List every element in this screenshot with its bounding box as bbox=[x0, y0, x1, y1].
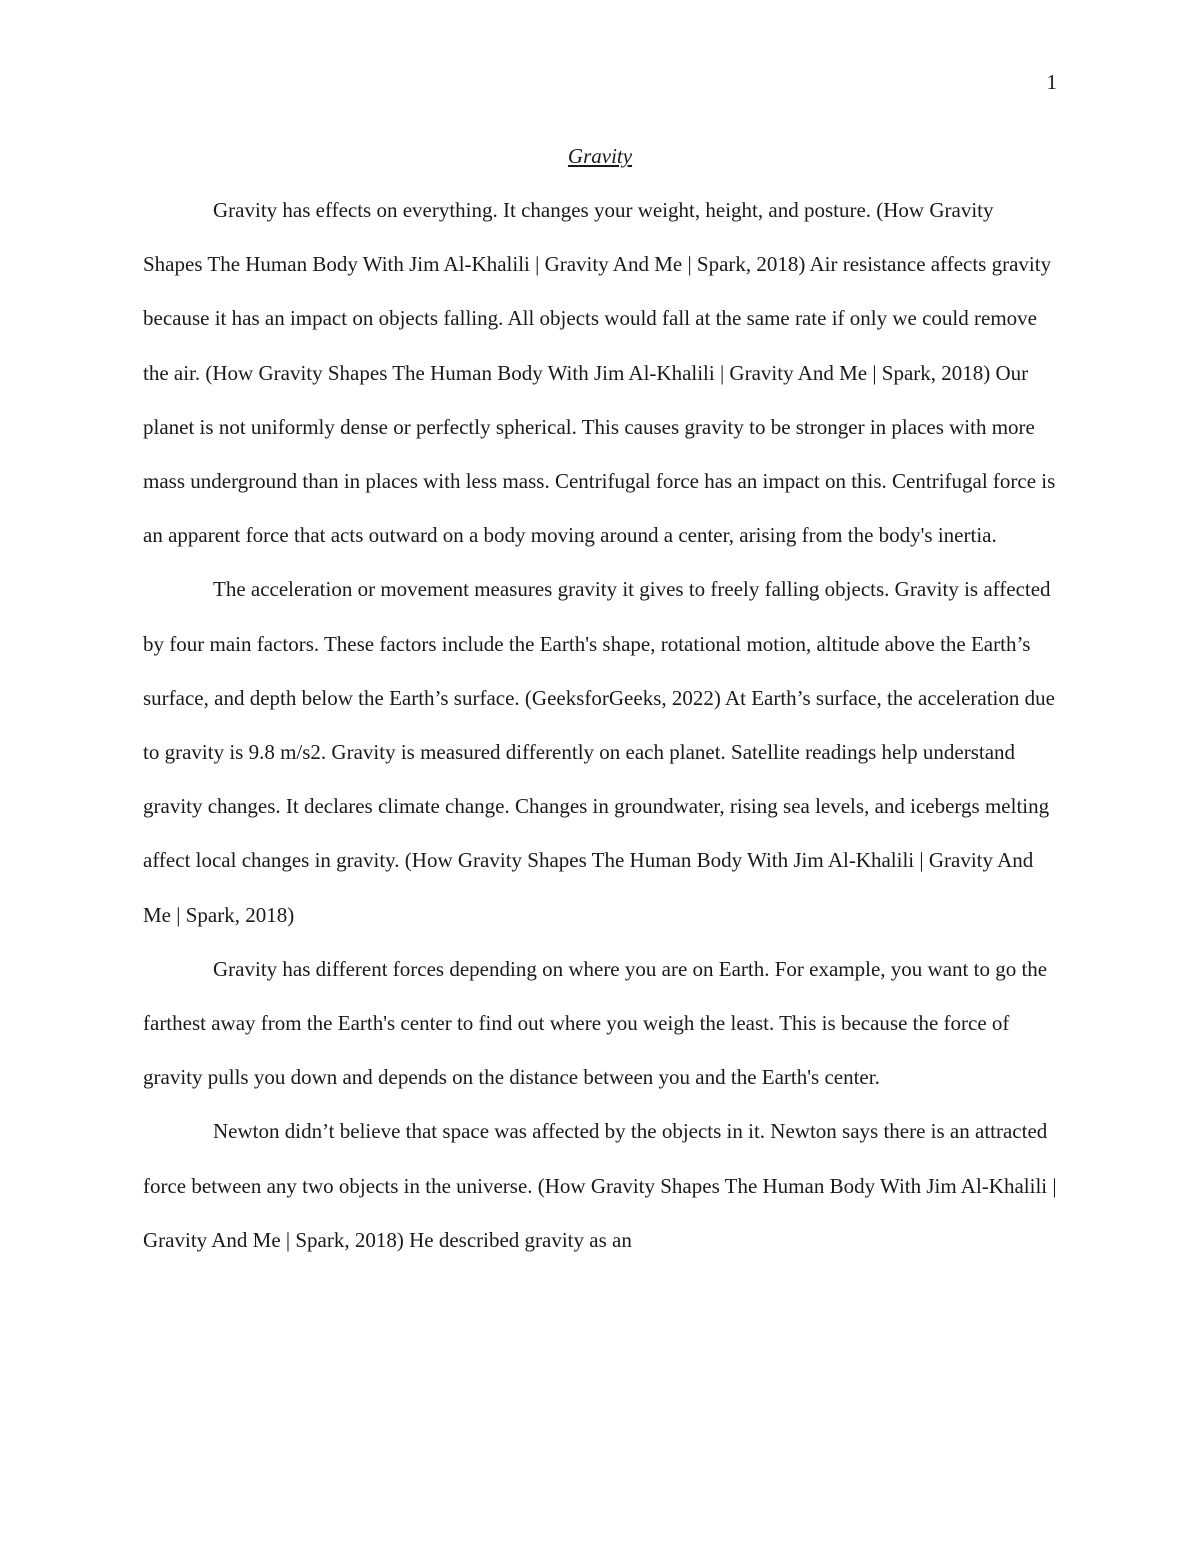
paragraph: Gravity has effects on everything. It changes your weight, height, and posture. (How Gravity Shapes The Human Body With Jim Al-Khalili | Gravity And Me | Spark, 2018) Air resistance affects gravity because it has an impact on objects falling. All objects would fall at the same rate if only we could remove the air. (How Gravity Shapes The Human Body With Jim Al-Khalili | Gravity And Me | Spark, 2018) Our planet is not uniformly dense or perfectly spherical. This causes gravity to be stronger in places with more mass underground than in places with less mass. Centrifugal force has an impact on this. Centrifugal force is an apparent force that acts outward on a body moving around a center, arising from the body's inertia. bbox=[143, 198, 1056, 548]
document-title: Gravity bbox=[567, 144, 633, 168]
document-body bbox=[143, 183, 1057, 1267]
paragraph: Gravity has different forces depending on where you are on Earth. For example, you want to go the farthest away from the Earth's center to find out where you weigh the least. This is because the force of gravity pulls you down and depends on the distance between you and the Earth's center. bbox=[143, 956, 1048, 1090]
paragraph: Newton didn’t believe that space was affected by the objects in it. Newton says there is an attracted force between any two objects in the universe. (How Gravity Shapes The Human Body With Jim Al-Khalili | Gravity And Me | Spark, 2018) He described gravity as an bbox=[143, 1119, 1057, 1252]
paragraph: The acceleration or movement measures gravity it gives to freely falling objects. Gravity is affected by four main factors. These factors include the Earth's shape, rotational motion, altitude above the Earth’s surface, and depth below the Earth’s surface. (GeeksforGeeks, 2022) At Earth’s surface, the acceleration due to gravity is 9.8 m/s2. Gravity is measured differently on each planet. Satellite readings help understand gravity changes. It declares climate change. Changes in groundwater, rising sea levels, and icebergs melting affect local changes in gravity. (How Gravity Shapes The Human Body With Jim Al-Khalili | Gravity And Me | Spark, 2018) bbox=[143, 577, 1055, 927]
page-number: 1 bbox=[1046, 70, 1057, 94]
